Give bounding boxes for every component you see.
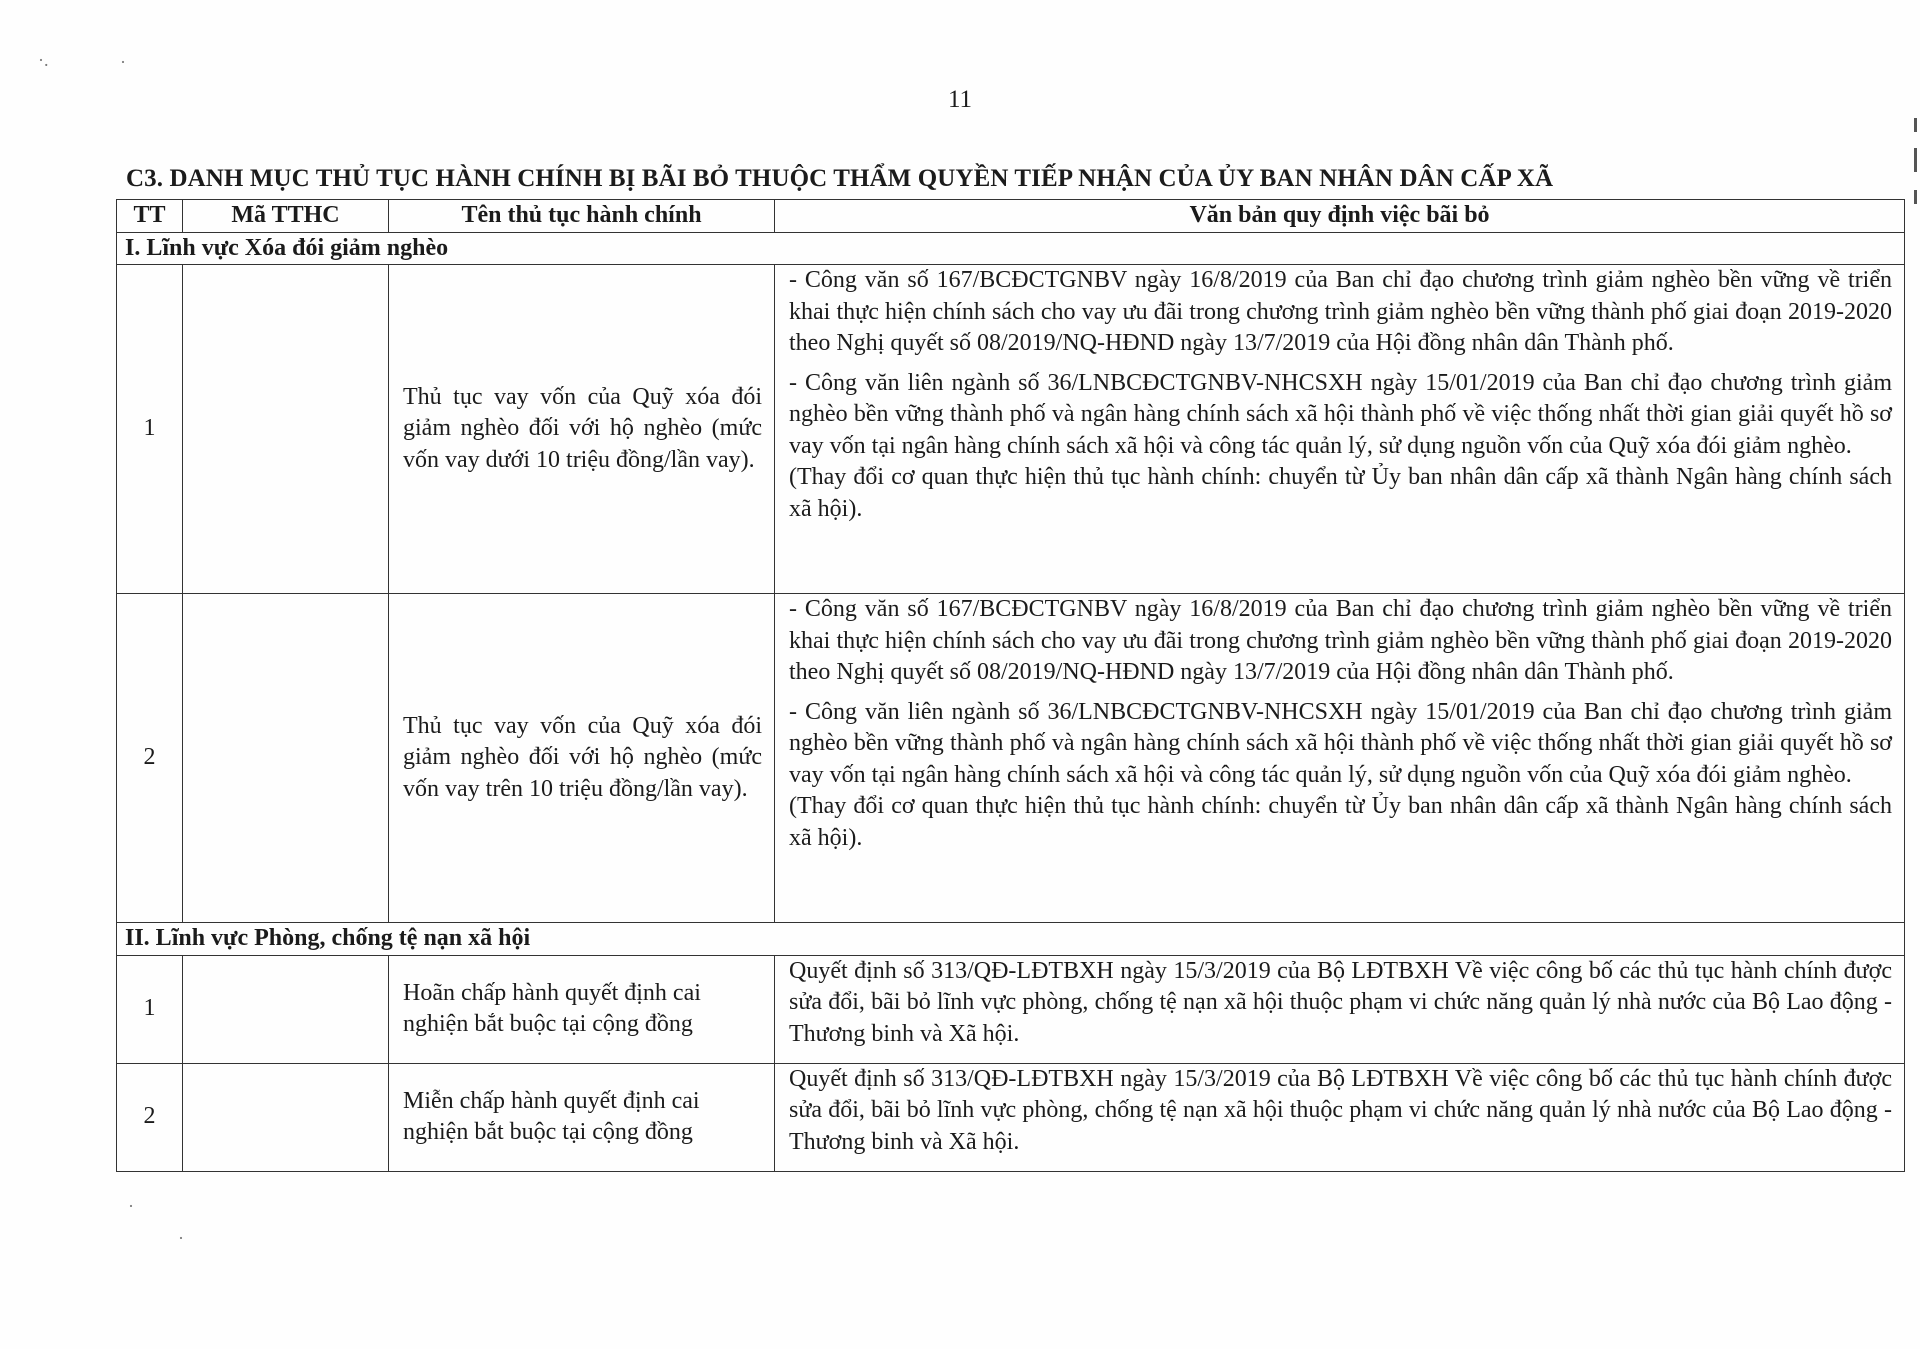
scan-edge-mark (1914, 118, 1917, 132)
row-number: 1 (117, 955, 183, 1063)
row-number: 1 (117, 265, 183, 594)
scan-speck: ·. (38, 50, 49, 70)
repeal-documents (775, 265, 1905, 594)
table-row (117, 1063, 1905, 1171)
table-header-row (117, 200, 1905, 233)
section-row (117, 232, 1905, 265)
procedures-table (116, 199, 1905, 1172)
row-number: 2 (117, 1063, 183, 1171)
procedure-code (183, 594, 389, 923)
section-title: II. Lĩnh vực Phòng, chống tệ nạn xã hội (117, 923, 1905, 956)
table-row (117, 955, 1905, 1063)
procedure-name: Thủ tục vay vốn của Quỹ xóa đói giảm nghèo đối với hộ nghèo (mức vốn vay trên 10 triệu đồng/lần vay). (389, 594, 775, 923)
repeal-documents (775, 955, 1905, 1063)
procedure-code (183, 955, 389, 1063)
table-row (117, 265, 1905, 594)
table-row (117, 594, 1905, 923)
page-number: 11 (947, 86, 973, 113)
scan-speck: · (120, 52, 126, 72)
document-title: C3. DANH MỤC THỦ TỤC HÀNH CHÍNH BỊ BÃI BỎ THUỘC THẨM QUYỀN TIẾP NHẬN CỦA ỦY BAN NHÂN DÂN CẤP XÃ (126, 165, 1554, 192)
doc-paragraph: - Công văn liên ngành số 36/LNBCĐCTGNBV-NHCSXH ngày 15/01/2019 của Ban chỉ đạo chương trình giảm nghèo bền vững thành phố và ngân hàng chính sách xã hội thành phố về việc thống nhất thời gian giải quyết hồ sơ vay vốn tại ngân hàng chính sách xã hội và công tác quản lý, sử dụng nguồn vốn của Quỹ xóa đói giảm nghèo. (789, 369, 1892, 459)
row-number: 2 (117, 594, 183, 923)
procedure-code (183, 1063, 389, 1171)
doc-paragraph: Quyết định số 313/QĐ-LĐTBXH ngày 15/3/2019 của Bộ LĐTBXH Về việc công bố các thủ tục hành chính được sửa đổi, bãi bỏ lĩnh vực phòng, chống tệ nạn xã hội thuộc phạm vi chức năng quản lý nhà nước của Bộ Lao động -Thương binh và Xã hội. (789, 1065, 1892, 1155)
procedure-name: Thủ tục vay vốn của Quỹ xóa đói giảm nghèo đối với hộ nghèo (mức vốn vay dưới 10 triệu đồng/lần vay). (389, 265, 775, 594)
scan-speck: · (128, 1196, 134, 1216)
header-tt: TT (117, 200, 183, 233)
doc-paragraph: (Thay đổi cơ quan thực hiện thủ tục hành chính: chuyển từ Ủy ban nhân dân cấp xã thành Ngân hàng chính sách xã hội). (789, 793, 1892, 851)
doc-paragraph: - Công văn liên ngành số 36/LNBCĐCTGNBV-NHCSXH ngày 15/01/2019 của Ban chỉ đạo chương trình giảm nghèo bền vững thành phố và ngân hàng chính sách xã hội thành phố về việc thống nhất thời gian giải quyết hồ sơ vay vốn tại ngân hàng chính sách xã hội và công tác quản lý, sử dụng nguồn vốn của Quỹ xóa đói giảm nghèo. (789, 698, 1892, 788)
header-name: Tên thủ tục hành chính (389, 200, 775, 233)
repeal-documents (775, 1063, 1905, 1171)
section-title: I. Lĩnh vực Xóa đói giảm nghèo (117, 232, 1905, 265)
section-row (117, 923, 1905, 956)
header-code: Mã TTHC (183, 200, 389, 233)
doc-paragraph: Quyết định số 313/QĐ-LĐTBXH ngày 15/3/2019 của Bộ LĐTBXH Về việc công bố các thủ tục hành chính được sửa đổi, bãi bỏ lĩnh vực phòng, chống tệ nạn xã hội thuộc phạm vi chức năng quản lý nhà nước của Bộ Lao động -Thương binh và Xã hội. (789, 957, 1892, 1047)
doc-paragraph: (Thay đổi cơ quan thực hiện thủ tục hành chính: chuyển từ Ủy ban nhân dân cấp xã thành Ngân hàng chính sách xã hội). (789, 464, 1892, 522)
scan-edge-mark (1914, 190, 1917, 204)
doc-paragraph: - Công văn số 167/BCĐCTGNBV ngày 16/8/2019 của Ban chỉ đạo chương trình giảm nghèo bền vững về triển khai thực hiện chính sách cho vay ưu đãi trong chương trình giảm nghèo bền vững thành phố giai đoạn 2019-2020 theo Nghị quyết số 08/2019/NQ-HĐND ngày 13/7/2019 của Hội đồng nhân dân Thành phố. (789, 267, 1892, 356)
procedure-code (183, 265, 389, 594)
scan-speck: · (178, 1228, 184, 1248)
scan-edge-mark (1914, 148, 1917, 172)
doc-paragraph: - Công văn số 167/BCĐCTGNBV ngày 16/8/2019 của Ban chỉ đạo chương trình giảm nghèo bền vững về triển khai thực hiện chính sách cho vay ưu đãi trong chương trình giảm nghèo bền vững thành phố giai đoạn 2019-2020 theo Nghị quyết số 08/2019/NQ-HĐND ngày 13/7/2019 của Hội đồng nhân dân Thành phố. (789, 596, 1892, 685)
procedure-name: Hoãn chấp hành quyết định cai nghiện bắt buộc tại cộng đồng (389, 955, 775, 1063)
repeal-documents (775, 594, 1905, 923)
procedure-name: Miễn chấp hành quyết định cai nghiện bắt buộc tại cộng đồng (389, 1063, 775, 1171)
header-docs: Văn bản quy định việc bãi bỏ (775, 200, 1905, 233)
